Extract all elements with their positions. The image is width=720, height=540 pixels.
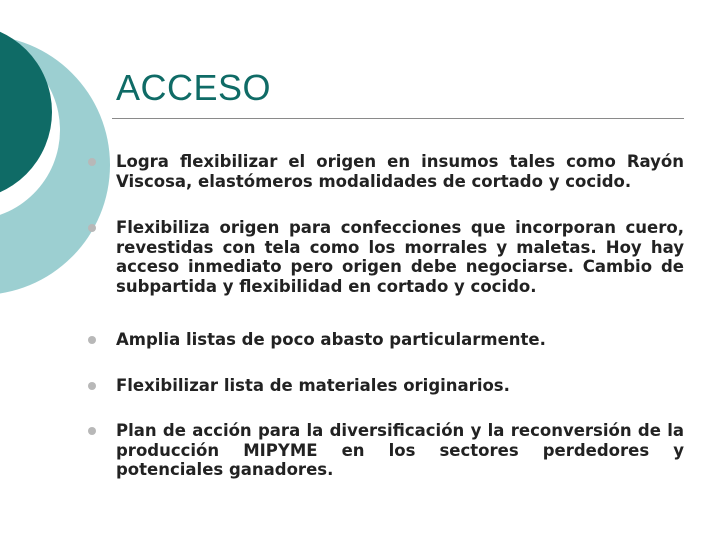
bullet-text: Flexibilizar lista de materiales originarios.: [116, 375, 510, 395]
bullet-text: Plan de acción para la diversificación y la reconversión de la producción MIPYME en los sectores perdedores y potenciales ganadores.: [116, 421, 684, 479]
bullet-text: Logra flexibilizar el origen en insumos tales como Rayón Viscosa, elastómeros modalidades de cortado y cocido.: [116, 152, 684, 191]
bullet-text: Amplia listas de poco abasto particularmente.: [116, 330, 546, 349]
slide-title: ACCESO: [116, 67, 272, 108]
bullet-dot-icon: [88, 336, 96, 344]
bullet-dot-icon: [88, 158, 96, 166]
bullet-item: [84, 330, 684, 350]
bullet-item: [84, 376, 684, 396]
bullet-text: Flexibiliza origen para confecciones que incorporan cuero, revestidas con tela como los morrales y maletas. Hoy hay acceso inmediato pero origen debe negociarse. Cambio de subpartida y flexibilidad en cortado y cocido.: [116, 218, 684, 296]
title-divider: [112, 118, 684, 119]
bullet-item: [84, 218, 684, 296]
bullet-item: [84, 152, 684, 191]
bullet-list: [84, 152, 684, 480]
bullet-item: [84, 421, 684, 480]
bullet-dot-icon: [88, 427, 96, 435]
bullet-dot-icon: [88, 382, 96, 390]
bullet-dot-icon: [88, 224, 96, 232]
